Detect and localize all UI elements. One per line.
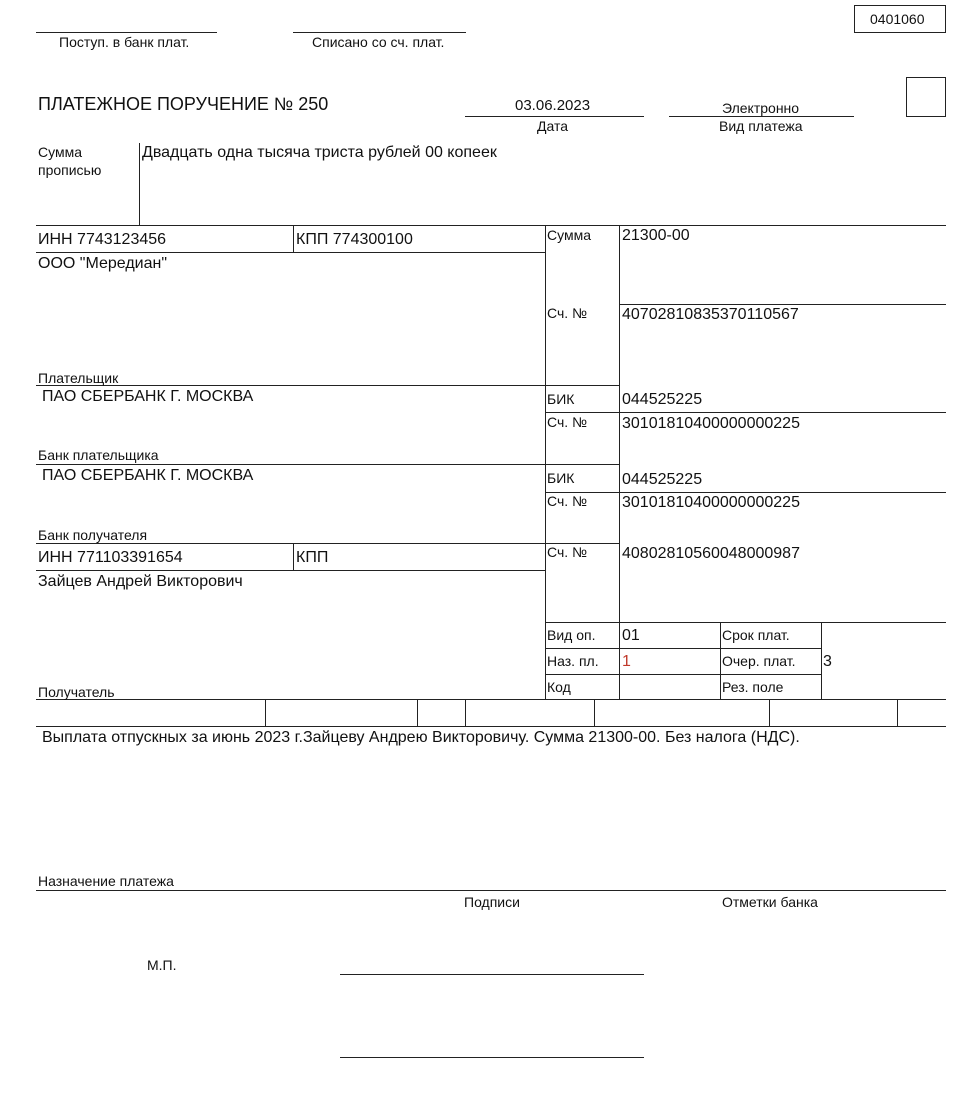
purpose-label: Назначение платежа [38,873,174,889]
grid-line [619,304,946,305]
grid-line [36,225,946,226]
purpose-text: Выплата отпускных за июнь 2023 г.Зайцеву Андрею Викторовичу. Сумма 21300-00. Без налога (НДС). [42,729,800,746]
grid-vline [545,225,546,699]
grid-vline [619,225,620,699]
recipient-account-value: 40802810560048000987 [622,545,800,562]
amount-words-label-1: Сумма [38,144,82,160]
signature-line-1 [340,974,644,975]
grid-line [545,492,946,493]
amount-words-divider [139,143,140,225]
date-label: Дата [537,118,569,134]
grid-vline [293,225,294,252]
recipient-inn: ИНН 771103391654 [38,549,183,566]
debited-label: Списано со сч. плат. [312,34,445,50]
grid-line [36,570,545,571]
payer-bank-account-value: 30101810400000000225 [622,415,800,432]
received-label: Поступ. в банк плат. [59,34,190,50]
recipient-account-label: Сч. № [547,544,588,560]
date-line [465,116,644,117]
amount-words-label-2: прописью [38,162,102,178]
form-code: 0401060 [870,11,925,27]
tax-cell-divider [265,699,266,726]
payer-account-label: Сч. № [547,305,588,321]
recipient-bank-account-label: Сч. № [547,493,588,509]
tax-cell-divider [769,699,770,726]
tax-cell-divider [594,699,595,726]
order-value: 3 [823,653,832,670]
payer-account-value: 40702810835370110567 [622,306,799,323]
payer-bank-bik-value: 044525225 [622,391,703,408]
grid-line [36,385,620,386]
payer-bank-label: Банк плательщика [38,447,159,463]
payer-name: ООО "Мередиан" [38,255,167,272]
amount-value: 21300-00 [622,227,690,244]
code-label: Код [547,679,571,695]
recipient-bank-label: Банк получателя [38,527,148,543]
payment-type-label: Вид платежа [719,118,803,134]
debited-line [293,32,466,33]
grid-line [36,726,946,727]
document-title: ПЛАТЕЖНОЕ ПОРУЧЕНИЕ № 250 [38,94,329,114]
payer-inn: ИНН 7743123456 [38,231,167,248]
grid-line [36,699,946,700]
grid-line [545,674,821,675]
grid-vline [720,622,721,699]
purpose-code-label: Наз. пл. [547,653,599,669]
amount-words-value: Двадцать одна тысяча триста рублей 00 копеек [142,144,497,161]
signatures-label: Подписи [464,894,520,910]
grid-line [36,464,620,465]
grid-vline [821,622,822,699]
payment-type-value: Электронно [722,100,800,116]
date-value: 03.06.2023 [515,97,591,114]
grid-line [36,543,620,544]
stamp-label: М.П. [147,957,177,973]
recipient-bank-account-value: 30101810400000000225 [622,494,800,511]
tax-cell-divider [417,699,418,726]
recipient-name: Зайцев Андрей Викторович [38,573,243,590]
grid-line [545,622,946,623]
payer-bank-account-label: Сч. № [547,414,588,430]
reserve-label: Рез. поле [722,679,784,695]
payer-bank-name: ПАО СБЕРБАНК Г. МОСКВА [42,388,254,405]
grid-vline [293,543,294,570]
status-box [906,77,946,117]
purpose-code-value: 1 [622,653,631,670]
term-label: Срок плат. [722,627,790,643]
grid-line [545,412,946,413]
payment-type-line [669,116,854,117]
payer-label: Плательщик [38,370,119,386]
op-type-value: 01 [622,627,640,644]
op-type-label: Вид оп. [547,627,596,643]
tax-cell-divider [465,699,466,726]
signature-line-2 [340,1057,644,1058]
recipient-bank-name: ПАО СБЕРБАНК Г. МОСКВА [42,467,254,484]
recipient-bank-bik-label: БИК [547,470,575,486]
grid-line [36,252,545,253]
tax-cell-divider [897,699,898,726]
order-label: Очер. плат. [722,653,796,669]
payer-bank-bik-label: БИК [547,391,575,407]
received-line [36,32,217,33]
recipient-label: Получатель [38,684,115,700]
bank-marks-label: Отметки банка [722,894,818,910]
grid-line [545,648,821,649]
recipient-kpp: КПП [296,549,329,566]
payer-kpp: КПП 774300100 [296,231,413,248]
recipient-bank-bik-value: 044525225 [622,471,703,488]
purpose-line [36,890,946,891]
amount-label: Сумма [547,227,591,243]
